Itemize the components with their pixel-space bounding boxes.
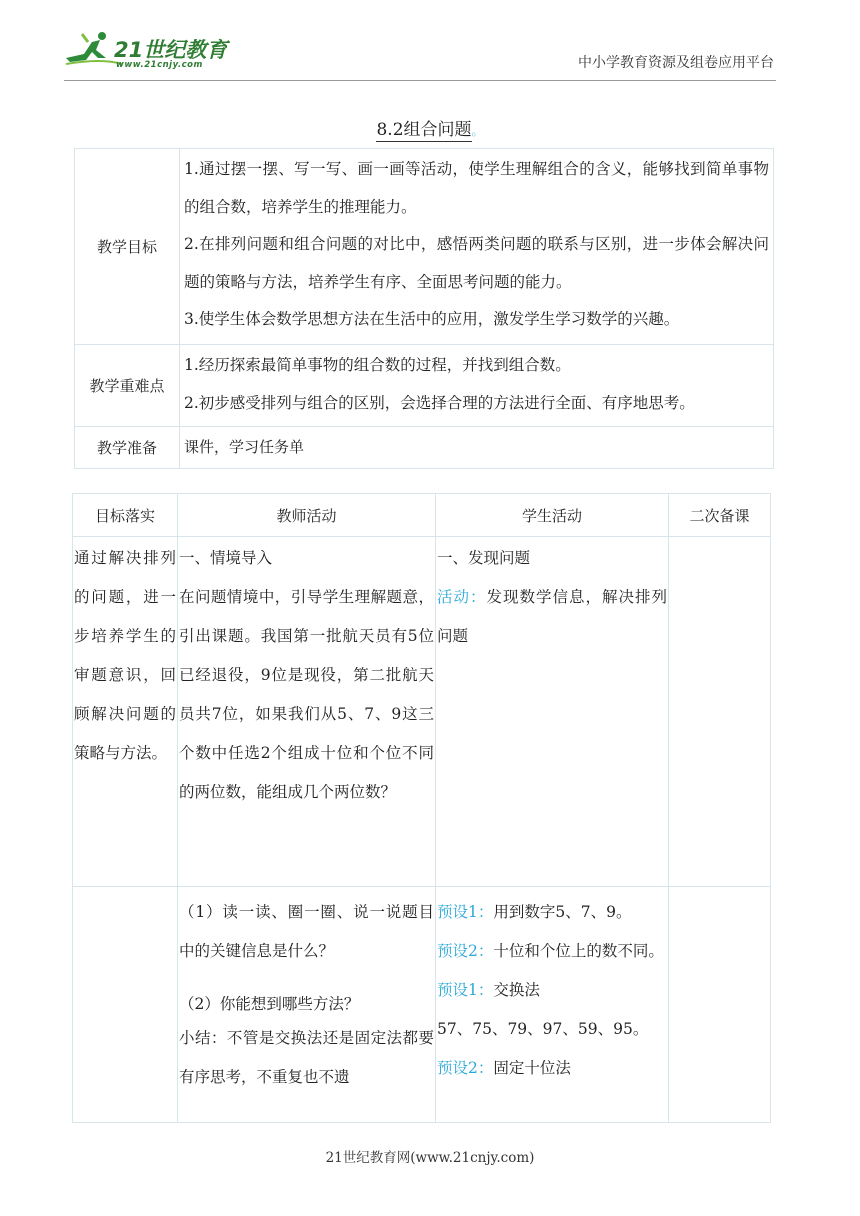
prep-content: 课件，学习任务单	[180, 427, 774, 469]
student-cell	[436, 537, 669, 887]
preset-item	[437, 1049, 667, 1088]
teacher-question: （1）读一读、圈一圈、说一说题目中的关键信息是什么？	[179, 903, 434, 960]
goal-item: 3.使学生体会数学思想方法在生活中的应用，激发学生学习数学的兴趣。	[184, 310, 680, 328]
key-content	[180, 345, 774, 427]
prep-label: 教学准备	[75, 427, 180, 469]
teacher-body: 在问题情境中，引导学生理解题意，引出课题。我国第一批航天员有5位已经退役，9位是现役，第二批航天员共7位，如果我们从5、7、9这三个数中任选2个组成十位和个位不同的两位数，能组成几个两位数？	[179, 588, 434, 801]
header-teacher: 教师活动	[178, 494, 436, 537]
activity-label: 活动：	[437, 588, 487, 606]
preset-numbers: 57、75、79、97、59、95。	[437, 1020, 649, 1038]
key-item: 1.经历探索最简单事物的组合数的过程，并找到组合数。	[184, 356, 571, 374]
header-divider	[64, 80, 776, 81]
logo-subtext: www.21cnjy.com	[116, 60, 203, 70]
goal-content	[180, 149, 774, 345]
lesson-title-text: 8.2组合问题	[376, 120, 472, 140]
student-activity	[437, 578, 667, 656]
lesson-plan-table	[72, 493, 771, 1123]
preset-item	[437, 893, 667, 932]
goal-item: 2.在排列问题和组合问题的对比中，感悟两类问题的联系与区别，进一步体会解决问题的策略与方法，培养学生有序、全面思考问题的能力。	[184, 235, 769, 291]
preset-label: 预设1：	[437, 903, 494, 921]
objectives-table	[74, 148, 774, 469]
goal-cell-empty	[73, 887, 178, 1123]
preset-label: 预设1：	[437, 981, 494, 999]
student-cell-2	[436, 887, 669, 1123]
teacher-title: 一、情境导入	[179, 549, 273, 567]
preset-text: 交换法	[493, 981, 540, 999]
platform-name: 中小学教育资源及组卷应用平台	[578, 55, 774, 71]
preset-text: 固定十位法	[493, 1059, 571, 1077]
logo-text: 21世纪教育	[114, 38, 228, 62]
goal-label: 教学目标	[75, 149, 180, 345]
preset-text: 用到数字5、7、9。	[493, 903, 632, 921]
preset-item	[437, 932, 667, 971]
student-title: 一、发现问题	[437, 549, 531, 567]
key-label: 教学重难点	[75, 345, 180, 427]
goal-item: 1.通过摆一摆、写一写、画一画等活动，使学生理解组合的含义，能够找到简单事物的组合数，培养学生的推理能力。	[184, 160, 769, 216]
goal-cell: 通过解决排列的问题，进一步培养学生的审题意识，回顾解决问题的策略与方法。	[73, 537, 178, 887]
site-logo	[62, 28, 232, 74]
revision-cell	[669, 537, 771, 887]
teacher-cell	[178, 537, 436, 887]
preset-label: 预设2：	[437, 1059, 494, 1077]
header-student: 学生活动	[436, 494, 669, 537]
teacher-summary: 小结：不管是交换法还是固定法都要有序思考，不重复也不遗	[179, 1029, 434, 1086]
preset-text: 十位和个位上的数不同。	[493, 942, 664, 960]
header-revision: 二次备课	[669, 494, 771, 537]
activity-text: 发现数学信息，解决排列问题	[437, 588, 667, 645]
header-goal: 目标落实	[73, 494, 178, 537]
preset-item	[437, 971, 667, 1010]
title-mark: 。	[471, 124, 484, 138]
revision-cell-2	[669, 887, 771, 1123]
teacher-cell-2	[178, 887, 436, 1123]
teacher-question: （2）你能想到哪些方法？	[179, 995, 360, 1013]
key-item: 2.初步感受排列与组合的区别，会选择合理的方法进行全面、有序地思考。	[184, 393, 695, 412]
preset-label: 预设2：	[437, 942, 494, 960]
lesson-title	[0, 115, 860, 140]
footer-text: 21世纪教育网(www.21cnjy.com)	[325, 1150, 535, 1166]
